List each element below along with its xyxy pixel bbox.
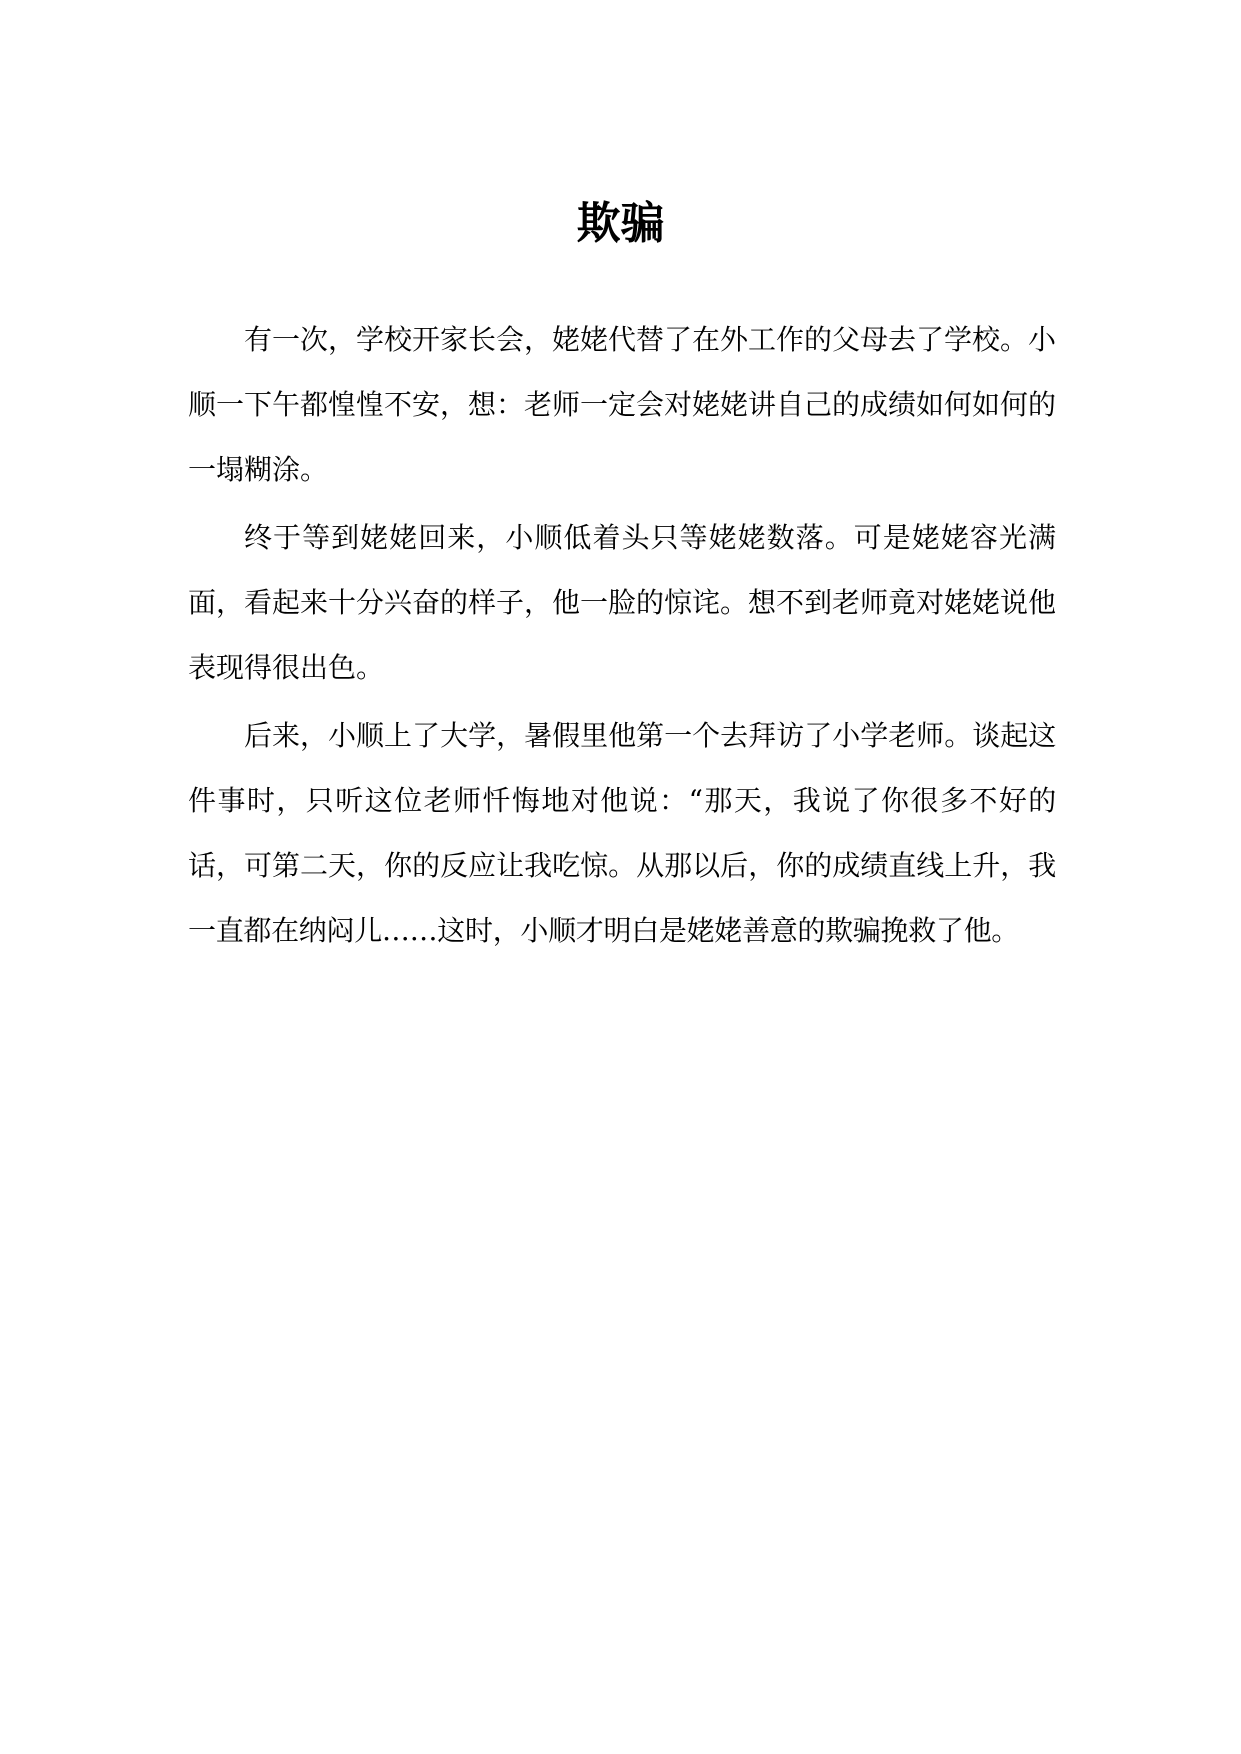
paragraph-1: 有一次，学校开家长会，姥姥代替了在外工作的父母去了学校。小顺一下午都惶惶不安，想：老师一定会对姥姥讲自己的成绩如何如何的一塌糊涂。 [188, 323, 1057, 486]
paragraph-3: 后来，小顺上了大学，暑假里他第一个去拜访了小学老师。谈起这件事时，只听这位老师忏悔地对他说：“那天，我说了你很多不好的话，可第二天，你的反应让我吃惊。从那以后，你的成绩直线上升，我一直都在纳闷儿……这时，小顺才明白是姥姥善意的欺骗挽救了他。 [188, 719, 1056, 947]
document-body [188, 307, 1056, 966]
document-title: 欺骗 [576, 198, 665, 249]
paragraph-2: 终于等到姥姥回来，小顺低着头只等姥姥数落。可是姥姥容光满面，看起来十分兴奋的样子，他一脸的惊诧。想不到老师竟对姥姥说他表现得很出色。 [188, 521, 1057, 684]
